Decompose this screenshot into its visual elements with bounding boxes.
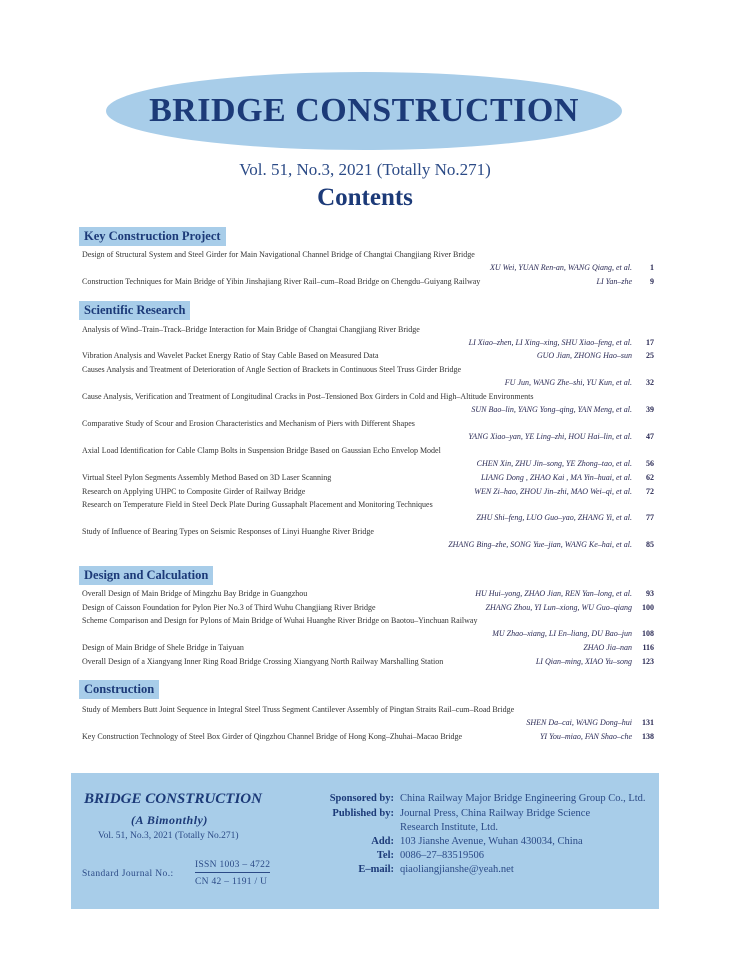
tel-label: Tel:: [376, 850, 394, 861]
toc-entry-page: 17: [646, 338, 654, 347]
email-label: E–mail:: [358, 864, 394, 875]
published-label: Published by:: [332, 808, 394, 819]
published-value-line1: Journal Press, China Railway Bridge Science: [400, 808, 591, 819]
toc-entry[interactable]: [82, 365, 654, 389]
toc-entry-title: Design of Structural System and Steel Girder for Main Navigational Channel Bridge of Changtai Changjiang River Bridge: [82, 250, 475, 259]
toc-entry[interactable]: [82, 500, 654, 524]
toc-entry[interactable]: [82, 616, 654, 640]
section-heading-scientific-research: Scientific Research: [79, 301, 190, 320]
toc-entry-authors: HU Hui–yong, ZHAO Jian, REN Yan–long, et al.: [475, 589, 632, 598]
toc-entry-authors: ZHANG Bing–zhe, SONG Yue–jian, WANG Ke–hai, et al.: [448, 540, 632, 549]
address-label: Add:: [371, 836, 394, 847]
toc-entry-authors: YANG Xiao–yan, YE Ling–zhi, HOU Hai–lin, et al.: [468, 432, 632, 441]
masthead-ellipse: [106, 72, 622, 150]
toc-entry-page: 56: [646, 459, 654, 468]
toc-entry-title: Cause Analysis, Verification and Treatment of Longitudinal Cracks in Post–Tensioned Box Girders in Cold and High–Altitude Environments: [82, 392, 534, 401]
toc-entry[interactable]: [82, 277, 654, 289]
toc-entry-title: Design of Main Bridge of Shele Bridge in Taiyuan: [82, 643, 244, 652]
toc-entry-authors: XU Wei, YUAN Ren-an, WANG Qiang, et al.: [489, 263, 632, 272]
toc-entry[interactable]: [82, 487, 654, 499]
toc-entry-page: 39: [646, 405, 654, 414]
toc-entry[interactable]: [82, 732, 654, 744]
toc-entry-title: Comparative Study of Scour and Erosion Characteristics and Mechanism of Piers with Different Shapes: [82, 419, 415, 428]
toc-entry-authors: GUO Jian, ZHONG Hao–sun: [536, 351, 632, 360]
toc-entry-authors: SHEN Da–cai, WANG Dong–hui: [526, 718, 632, 727]
journal-title: BRIDGE CONSTRUCTION: [149, 92, 579, 129]
toc-entry-authors: LIANG Dong , ZHAO Kai , MA Yin–huai, et al.: [480, 473, 632, 482]
toc-entry-page: 47: [646, 432, 654, 441]
toc-entry-page: 138: [642, 732, 654, 741]
sponsored-value: China Railway Major Bridge Engineering Group Co., Ltd.: [400, 793, 646, 804]
toc-entry-title: Research on Applying UHPC to Composite Girder of Railway Bridge: [82, 487, 306, 496]
toc-entry-title: Study of Influence of Bearing Types on Seismic Responses of Linyi Huanghe River Bridge: [82, 527, 374, 536]
toc-entry[interactable]: [82, 446, 654, 470]
section-heading-construction: Construction: [79, 680, 159, 699]
toc-entry[interactable]: [82, 419, 654, 443]
toc-entry-title: Overall Design of a Xiangyang Inner Ring Road Bridge Crossing Xiangyang North Railway Marshalling Station: [82, 657, 444, 666]
toc-entry-page: 93: [646, 589, 654, 598]
toc-entry-authors: LI Xiao–zhen, LI Xing–xing, SHU Xiao–feng, et al.: [468, 338, 632, 347]
address-value: 103 Jianshe Avenue, Wuhan 430034, China: [400, 836, 583, 847]
toc-entry-authors: CHEN Xin, ZHU Jin–song, YE Zhong–tao, et al.: [476, 459, 632, 468]
toc-entry-title: Design of Caisson Foundation for Pylon Pier No.3 of Third Wuhu Changjiang River Bridge: [82, 603, 376, 612]
toc-entry-title: Construction Techniques for Main Bridge of Yibin Jinshajiang River Rail–cum–Road Bridge on Chengdu–Guiyang Railway: [82, 277, 481, 286]
toc-entry-page: 9: [650, 277, 654, 286]
footer-issue: Vol. 51, No.3, 2021 (Totally No.271): [98, 831, 239, 841]
toc-entry-page: 85: [646, 540, 654, 549]
issue-line: Vol. 51, No.3, 2021 (Totally No.271): [239, 160, 491, 179]
section-heading-design-calculation: Design and Calculation: [79, 566, 213, 585]
email-value[interactable]: qiaoliangjianshe@yeah.net: [400, 864, 514, 875]
toc-entry-page: 108: [642, 629, 654, 638]
toc-entry[interactable]: [82, 657, 654, 669]
toc-entry-page: 32: [646, 378, 654, 387]
toc-entry-authors: ZHANG Zhou, YI Lun–xiong, WU Guo–qiang: [485, 603, 632, 612]
toc-entry[interactable]: [82, 643, 654, 655]
toc-entry-page: 72: [646, 487, 654, 496]
toc-entry[interactable]: [82, 250, 654, 274]
cn-number: CN 42 – 1191 / U: [195, 877, 268, 887]
issn-number: ISSN 1003 – 4722: [195, 860, 270, 873]
toc-entry-authors: LI Yan–zhe: [596, 277, 632, 286]
journal-info-panel: [71, 773, 659, 909]
toc-entry-title: Axial Load Identification for Cable Clamp Bolts in Suspension Bridge Based on Gaussian Echo Envelop Model: [82, 446, 441, 455]
toc-entry[interactable]: [82, 351, 654, 363]
toc-entry[interactable]: [82, 527, 654, 551]
toc-entry-authors: SUN Bao–lin, YANG Yong–qing, YAN Meng, et al.: [471, 405, 632, 414]
toc-entry-authors: LI Qian–ming, XIAO Yu–song: [535, 657, 632, 666]
toc-entry-title: Scheme Comparison and Design for Pylons of Main Bridge of Wuhai Huanghe River Bridge on Baotou–Yinchuan Railway: [82, 616, 478, 625]
toc-entry[interactable]: [82, 325, 654, 349]
toc-entry[interactable]: [82, 705, 654, 729]
toc-entry-title: Analysis of Wind–Train–Track–Bridge Interaction for Main Bridge of Changtai Changjiang River Bridge: [82, 325, 420, 334]
toc-entry[interactable]: [82, 473, 654, 485]
toc-entry-authors: MU Zhao–xiang, LI En–liang, DU Bao–jun: [492, 629, 632, 638]
toc-entry[interactable]: [82, 603, 654, 615]
toc-entry-title: Vibration Analysis and Wavelet Packet Energy Ratio of Stay Cable Based on Measured Data: [82, 351, 379, 360]
toc-entry-title: Key Construction Technology of Steel Box Girder of Qingzhou Channel Bridge of Hong Kong–Zhuhai–Macao Bridge: [82, 732, 463, 741]
standard-journal-label: Standard Journal No.:: [82, 869, 174, 879]
toc-entry-page: 62: [646, 473, 654, 482]
toc-entry-authors: ZHU Shi–feng, LUO Guo–yao, ZHANG Yi, et al.: [476, 513, 632, 522]
toc-entry-title: Study of Members Butt Joint Sequence in Integral Steel Truss Segment Cantilever Assembly of Pingtan Straits Rail–cum–Road Bridge: [82, 705, 515, 714]
section-heading-key-construction: Key Construction Project: [79, 227, 226, 246]
tel-value: 0086–27–83519506: [400, 850, 484, 861]
contents-title: Contents: [317, 184, 413, 211]
toc-entry-page: 25: [646, 351, 654, 360]
published-value-line2: Research Institute, Ltd.: [400, 822, 498, 833]
toc-entry-page: 100: [642, 603, 654, 612]
toc-entry-page: 77: [646, 513, 654, 522]
footer-frequency: (A Bimonthly): [131, 813, 208, 827]
footer-journal-name: BRIDGE CONSTRUCTION: [84, 791, 262, 807]
toc-entry-page: 131: [642, 718, 654, 727]
toc-entry-title: Causes Analysis and Treatment of Deterioration of Angle Section of Brackets in Continuous Steel Truss Girder Bridge: [82, 365, 462, 374]
toc-entry[interactable]: [82, 589, 654, 601]
toc-entry-authors: ZHAO Jia–nan: [583, 643, 632, 652]
toc-entry-authors: WEN Zi–hao, ZHOU Jin–zhi, MAO Wei–qi, et al.: [474, 487, 632, 496]
toc-entry-title: Research on Temperature Field in Steel Deck Plate During Gussaphalt Placement and Monitoring Techniques: [82, 500, 433, 509]
toc-entry-title: Overall Design of Main Bridge of Mingzhu Bay Bridge in Guangzhou: [82, 589, 308, 598]
toc-entry-authors: YI You–miao, FAN Shao–che: [539, 732, 632, 741]
toc-entry[interactable]: [82, 392, 654, 416]
toc-entry-title: Virtual Steel Pylon Segments Assembly Method Based on 3D Laser Scanning: [82, 473, 332, 482]
toc-entry-page: 123: [642, 657, 654, 666]
sponsored-label: Sponsored by:: [329, 793, 394, 804]
toc-entry-page: 1: [650, 263, 654, 272]
toc-entry-authors: FU Jun, WANG Zhe–shi, YU Kun, et al.: [504, 378, 632, 387]
toc-entry-page: 116: [642, 643, 654, 652]
